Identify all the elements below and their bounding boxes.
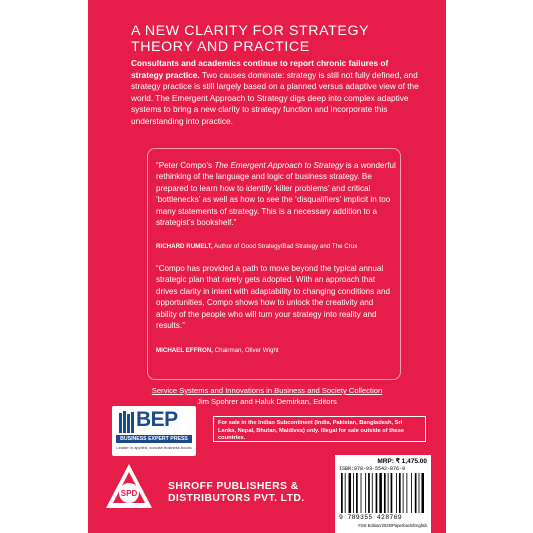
spd-logo — [104, 462, 154, 512]
endorsement-quote-2: “Compo has provided a path to move beyond the typical annual strategic plan that rarely gets adopted. With an approach that drives clarity in intent with adaptability to changing conditions and opportunities, Compo shows how to unlock the creativity and ability of the people who will turn your strategy into reality and results.” — [156, 264, 390, 331]
attribution-1-name: RICHARD RUMELT, — [156, 243, 213, 250]
cover-title — [131, 23, 431, 55]
book-back-cover — [88, 0, 446, 533]
isbn-text: ISBN:978-93-5542-876-9 — [339, 466, 406, 472]
publisher-line-1: SHROFF PUBLISHERS & — [168, 481, 299, 492]
mrp-price: MRP: ₹ 1,475.00 — [377, 458, 427, 465]
sale-restriction-notice: For sale in the Indian Subcontinent (India, Pakistan, Bangladesh, Sri Lanka, Nepal, Bhutan, Maldives) only. Illegal for sale outside of these countries. — [213, 416, 426, 442]
title-line-1: A NEW CLARITY FOR STRATEGY — [131, 23, 370, 39]
barcode-label — [335, 455, 431, 533]
endorsement-attribution-2 — [156, 347, 406, 355]
title-line-2: THEORY AND PRACTICE — [131, 39, 310, 55]
series-editors: Jim Spohrer and Haluk Demirkan, Editors — [197, 397, 337, 406]
edition-info: First Edition/2025/Paperback/English — [358, 523, 427, 528]
endorsement-attribution-1 — [156, 243, 406, 251]
attribution-2-name: MICHAEL EFFRON, — [156, 347, 213, 354]
barcode-number: 9 789355 428769 — [339, 514, 403, 521]
intro-text: Two causes dominate: strategy is still not fully defined, and strategy practice is still largely based on a planned versus adaptive view of the world. The Emergent Approach to Strategy digs deep into complex adaptive systems to bring a new clarity to strategy function and incorporate this understanding into practice. — [131, 69, 419, 126]
bep-tagline: Leader in applied, concise business books — [116, 445, 192, 450]
quote-1-text-a: “Peter Compo’s — [156, 161, 215, 170]
barcode-icon — [339, 473, 427, 513]
intro-paragraph — [131, 58, 421, 128]
attribution-2-role: Chairman, Oliver Wight — [212, 347, 279, 354]
bep-logo — [112, 406, 196, 456]
series-info — [132, 385, 402, 407]
quote-1-text-b: is a wonderful rethinking of the language and logic of business strategy. Be prepared to learn how to identify ‘killer problems’ and critical ‘bottlenecks’ as well as how to see the ‘disqualifiers’ implicit in too many statements of strategy. This is a necessary addition to a strategist’s bookshelf.” — [156, 161, 396, 228]
publisher-name — [168, 481, 305, 506]
book-stack-icon — [118, 410, 138, 434]
attribution-1-role: Author of Good Strategy/Bad Strategy and The Crux — [212, 243, 358, 250]
intro-bold-text: Consultants and academics continue to report chronic failures of strategy practice. — [131, 58, 389, 80]
spd-triangle-icon — [104, 462, 154, 512]
series-collection-name: Service Systems and Innovations in Business and Society Collection — [151, 386, 383, 395]
endorsement-quote-1 — [156, 160, 396, 228]
bep-publisher-name: BUSINESS EXPERT PRESS — [116, 435, 192, 443]
spd-logo-text: SPD — [120, 489, 138, 498]
quote-1-book-title: The Emergent Approach to Strategy — [214, 161, 344, 170]
bep-logo-text: BEP — [136, 408, 178, 431]
publisher-line-2: DISTRIBUTORS PVT. LTD. — [168, 493, 305, 505]
